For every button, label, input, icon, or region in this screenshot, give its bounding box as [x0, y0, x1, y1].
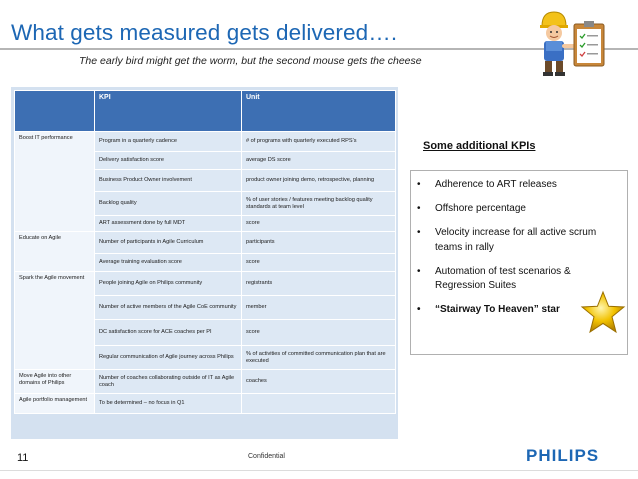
unit-cell: % of activities of committed communication plan that are executed — [242, 346, 396, 370]
philips-logo: PHILIPS — [526, 446, 600, 465]
table-row — [15, 132, 396, 152]
list-item — [416, 202, 622, 217]
focus-area-cell: Educate on Agile — [15, 232, 95, 272]
bullet-icon: • — [417, 304, 421, 315]
table-row — [15, 370, 396, 394]
focus-area-cell: Boost IT performance — [15, 132, 95, 232]
focus-area-cell: Spark the Agile movement — [15, 272, 95, 370]
slide-subtitle: The early bird might get the worm, but the second mouse gets the cheese — [79, 55, 422, 67]
header-area — [15, 91, 95, 132]
unit-cell — [242, 394, 396, 414]
unit-cell: registrants — [242, 272, 396, 296]
kpi-cell: DC satisfaction score for ACE coaches per PI — [95, 320, 242, 346]
additional-kpis-title: Some additional KPIs — [423, 140, 536, 152]
slide-number: 11 — [17, 452, 29, 464]
kpi-cell: Number of participants in Agile Curriculum — [95, 232, 242, 254]
bullet-icon: • — [417, 179, 421, 190]
unit-cell: score — [242, 254, 396, 272]
list-item-text: Velocity increase for all active scrum teams in rally — [435, 227, 597, 253]
table-row — [15, 232, 396, 254]
kpi-cell: Average training evaluation score — [95, 254, 242, 272]
kpi-cell: People joining Agile on Philips community — [95, 272, 242, 296]
list-item-text: Offshore percentage — [435, 203, 526, 214]
kpi-cell: Business Product Owner involvement — [95, 170, 242, 192]
kpi-cell: To be determined – no focus in Q1 — [95, 394, 242, 414]
bullet-icon: • — [417, 265, 421, 277]
kpi-cell: Regular communication of Agile journey across Philips — [95, 346, 242, 370]
unit-cell: score — [242, 216, 396, 232]
list-item-text: Automation of test scenarios & Regression Suites — [435, 265, 571, 291]
kpi-table — [11, 87, 398, 439]
focus-area-cell: Move Agile into other domains of Philips — [15, 370, 95, 394]
kpi-cell: Number of active members of the Agile CoE community — [95, 296, 242, 320]
table-row — [15, 272, 396, 296]
slide-title: What gets measured gets delivered…. — [11, 20, 398, 45]
kpi-cell: Delivery satisfaction score — [95, 152, 242, 170]
builder-with-checklist-icon — [532, 6, 614, 78]
kpi-cell: ART assessment done by full MDT — [95, 216, 242, 232]
kpi-cell: Backlog quality — [95, 192, 242, 216]
list-item-text: Adherence to ART releases — [435, 179, 557, 190]
unit-cell: average DS score — [242, 152, 396, 170]
list-item — [416, 226, 622, 255]
unit-cell: % of user stories / features meeting backlog quality standards at team level — [242, 192, 396, 216]
footer-divider — [0, 470, 638, 471]
unit-cell: member — [242, 296, 396, 320]
list-item — [416, 178, 622, 193]
table-row — [15, 394, 396, 414]
unit-cell: coaches — [242, 370, 396, 394]
unit-cell: product owner joining demo, retrospective, planning — [242, 170, 396, 192]
bullet-icon: • — [417, 227, 421, 238]
confidential-label: Confidential — [248, 453, 285, 460]
kpi-cell: Number of coaches collaborating outside of IT as Agile coach — [95, 370, 242, 394]
kpi-cell: Program in a quarterly cadence — [95, 132, 242, 152]
unit-cell: participants — [242, 232, 396, 254]
bullet-icon: • — [417, 203, 421, 214]
gold-star-icon — [580, 290, 626, 336]
header-unit: Unit — [242, 91, 396, 132]
kpi-table-grid — [14, 90, 396, 414]
focus-area-cell: Agile portfolio management — [15, 394, 95, 414]
list-item-text: “Stairway To Heaven” star — [435, 304, 560, 315]
unit-cell: # of programs with quarterly executed RPS's — [242, 132, 396, 152]
table-header-row — [15, 91, 396, 132]
unit-cell: score — [242, 320, 396, 346]
header-kpi: KPI — [95, 91, 242, 132]
